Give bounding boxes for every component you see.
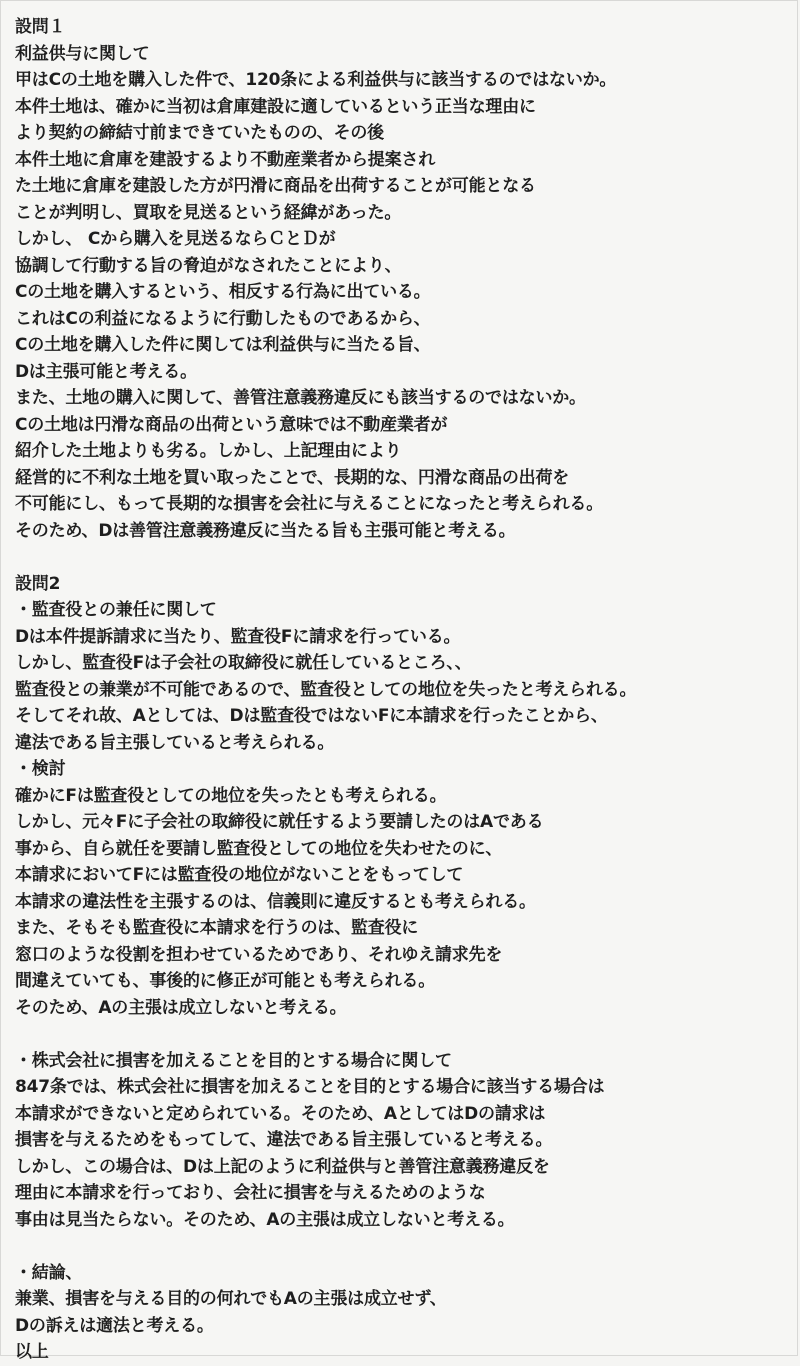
- text-line: Cの土地は円滑な商品の出荷という意味では不動産業者が: [15, 414, 448, 435]
- text-line: しかし、 Cから購入を見送るならＣとＤが: [15, 229, 336, 249]
- text-line: た土地に倉庫を建設した方が円滑に商品を出荷することが可能となる: [15, 176, 536, 196]
- text-line: 以上: [15, 1342, 49, 1362]
- document-body: [15, 14, 791, 1366]
- text-line: 設問１: [15, 17, 66, 37]
- text-line: 間違えていても、事後的に修正が可能とも考えられる。: [15, 971, 435, 991]
- text-line: 本件土地に倉庫を建設するより不動産業者から提案され: [15, 149, 435, 170]
- text-line: 確かにFは監査役としての地位を失ったとも考えられる。: [15, 785, 447, 806]
- text-line: そのため、Aの主張は成立しないと考える。: [15, 997, 347, 1018]
- text-line: しかし、元々Fに子会社の取締役に就任するよう要請したのはAである: [15, 812, 544, 832]
- text-line: 窓口のような役割を担わせているためであり、それゆえ請求先を: [15, 944, 503, 965]
- text-line: しかし、この場合は、Dは上記のように利益供与と善管注意義務違反を: [15, 1156, 550, 1177]
- text-line: ことが判明し、買取を見送るという経緯があった。: [15, 202, 402, 223]
- text-line: 事由は見当たらない。そのため、Aの主張は成立しないと考える。: [15, 1209, 515, 1230]
- text-line: 理由に本請求を行っており、会社に損害を与えるためのような: [15, 1183, 486, 1203]
- text-line: また、土地の購入に関して、善管注意義務違反にも該当するのではないか。: [15, 388, 586, 408]
- text-line: ・結論、: [15, 1262, 83, 1283]
- text-line: ・株式会社に損害を加えることを目的とする場合に関して: [15, 1050, 452, 1071]
- text-line: 協調して行動する旨の脅迫がなされたことにより、: [15, 255, 402, 276]
- text-line: Dは本件提訴請求に当たり、監査役Fに請求を行っている。: [15, 626, 461, 647]
- text-line: 紹介した土地よりも劣る。しかし、上記理由により: [15, 441, 402, 461]
- text-line: 不可能にし、もって長期的な損害を会社に与えることになったと考えられる。: [15, 494, 603, 514]
- text-line: 甲はCの土地を購入した件で、120条による利益供与に該当するのではないか。: [15, 70, 617, 90]
- text-line: 事から、自ら就任を要請し監査役としての地位を失わせたのに、: [15, 838, 503, 859]
- blank-line: [15, 544, 791, 571]
- text-line: 本請求の違法性を主張するのは、信義則に違反するとも考えられる。: [15, 891, 536, 912]
- text-line: これはCの利益になるように行動したものであるから、: [15, 308, 431, 329]
- blank-line: [15, 1233, 791, 1260]
- text-line: また、そもそも監査役に本請求を行うのは、監査役に: [15, 918, 419, 938]
- text-line: そしてそれ故、Aとしては、Dは監査役ではないFに本請求を行ったことから、: [15, 706, 608, 726]
- text-line: 経営的に不利な土地を買い取ったことで、長期的な、円滑な商品の出荷を: [15, 467, 570, 488]
- text-line: しかし、監査役Fは子会社の取締役に就任しているところ、、: [15, 653, 472, 673]
- blank-line: [15, 1021, 791, 1048]
- text-line: 違法である旨主張していると考えられる。: [15, 732, 335, 753]
- text-line: Cの土地を購入するという、相反する行為に出ている。: [15, 282, 431, 302]
- text-line: ・検討: [15, 759, 66, 779]
- text-line: 本請求においてFには監査役の地位がないことをもってして: [15, 865, 464, 885]
- text-line: ・監査役との兼任に関して: [15, 600, 217, 620]
- text-line: 本請求ができないと定められている。そのため、AとしてはDの請求は: [15, 1103, 546, 1124]
- text-line: 兼業、損害を与える目的の何れでもAの主張は成立せず、: [15, 1289, 447, 1309]
- text-line: Dは主張可能と考える。: [15, 361, 197, 382]
- text-line: そのため、Dは善管注意義務違反に当たる旨も主張可能と考える。: [15, 520, 516, 541]
- text-line: 設問2: [15, 573, 61, 594]
- text-line: 本件土地は、確かに当初は倉庫建設に適しているという正当な理由に: [15, 96, 536, 117]
- text-line: 監査役との兼業が不可能であるので、監査役としての地位を失ったと考えられる。: [15, 679, 637, 700]
- text-line: 847条では、株式会社に損害を加えることを目的とする場合に該当する場合は: [15, 1077, 605, 1097]
- text-line: 利益供与に関して: [15, 43, 150, 64]
- text-line: より契約の締結寸前まできていたものの、その後: [15, 123, 384, 143]
- text-line: Cの土地を購入した件に関しては利益供与に当たる旨、: [15, 335, 431, 355]
- text-line: Dの訴えは適法と考える。: [15, 1315, 214, 1336]
- text-line: 損害を与えるためをもってして、違法である旨主張していると考える。: [15, 1130, 553, 1150]
